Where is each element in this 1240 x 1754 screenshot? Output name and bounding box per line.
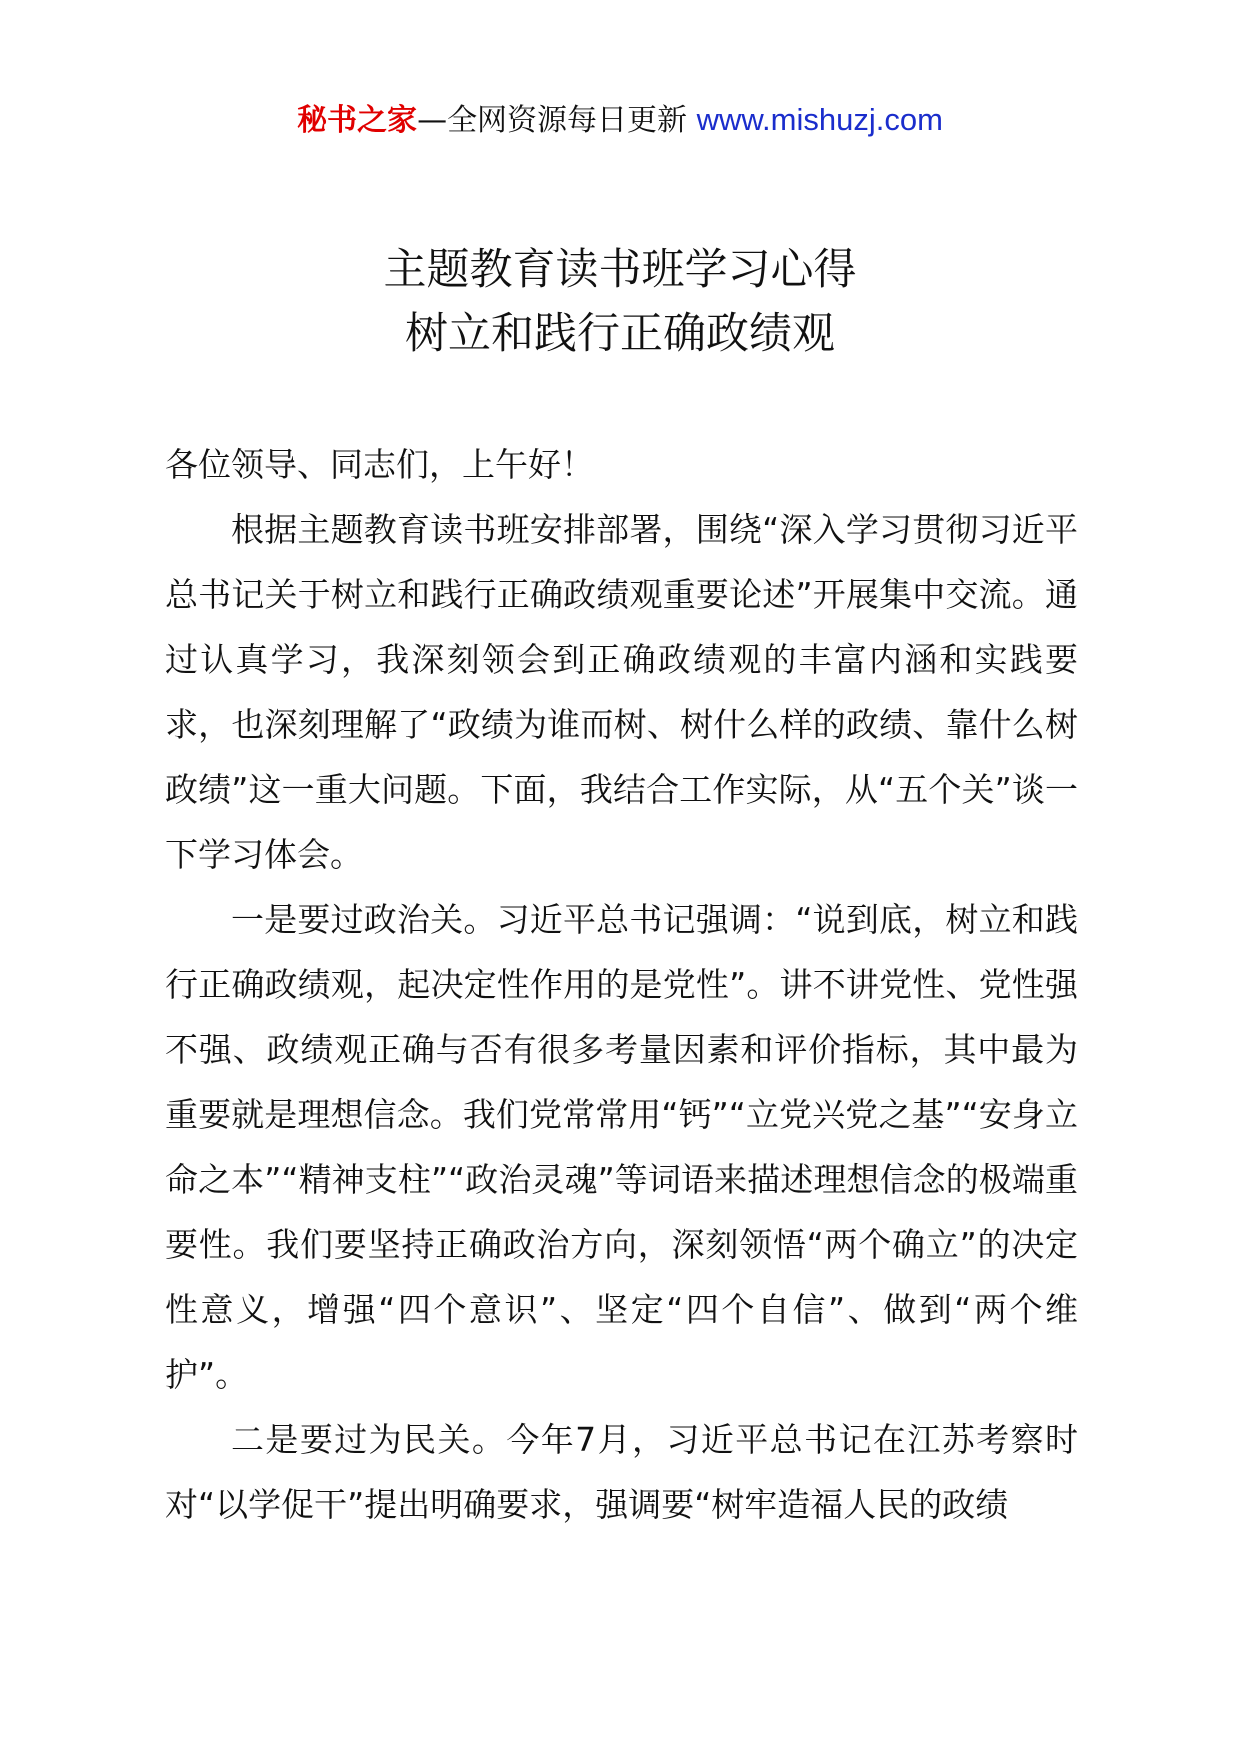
paragraph-intro: 根据主题教育读书班安排部署，围绕“深入学习贯彻习近平总书记关于树立和践行正确政绩观重要论述”开展集中交流。通过认真学习，我深刻领会到正确政绩观的丰富内涵和实践要求，也深刻理解了“政绩为谁而树、树什么样的政绩、靠什么树政绩”这一重大问题。下面，我结合工作实际，从“五个关”谈一下学习体会。 — [165, 510, 1078, 874]
title-line-1: 主题教育读书班学习心得 — [383, 245, 857, 295]
salutation: 各位领导、同志们，上午好！ — [165, 445, 594, 484]
title-line-2: 树立和践行正确政绩观 — [405, 309, 835, 359]
paragraph-political: 一是要过政治关。习近平总书记强调：“说到底，树立和践行正确政绩观，起决定性作用的是党性”。讲不讲党性、党性强不强、政绩观正确与否有很多考量因素和评价指标，其中最为重要就是理想信念。我们党常常用“钙”“立党兴党之基”“安身立命之本”“精神支柱”“政治灵魂”等词语来描述理想信念的极端重要性。我们要坚持正确政治方向，深刻领悟“两个确立”的决定性意义，增强“四个意识”、坚定“四个自信”、做到“两个维护”。 — [165, 900, 1078, 1394]
paragraph-people: 二是要过为民关。今年7月，习近平总书记在江苏考察时对“以学促干”提出明确要求，强调要“树牢造福人民的政绩 — [165, 1420, 1078, 1524]
site-brand: 秘书之家 — [297, 103, 418, 138]
site-url[interactable]: www.mishuzj.com — [696, 102, 943, 137]
document-body — [165, 432, 1078, 1537]
site-tagline: —全网资源每日更新 — [417, 103, 688, 138]
document-title — [0, 238, 1240, 366]
site-header — [0, 100, 1240, 141]
